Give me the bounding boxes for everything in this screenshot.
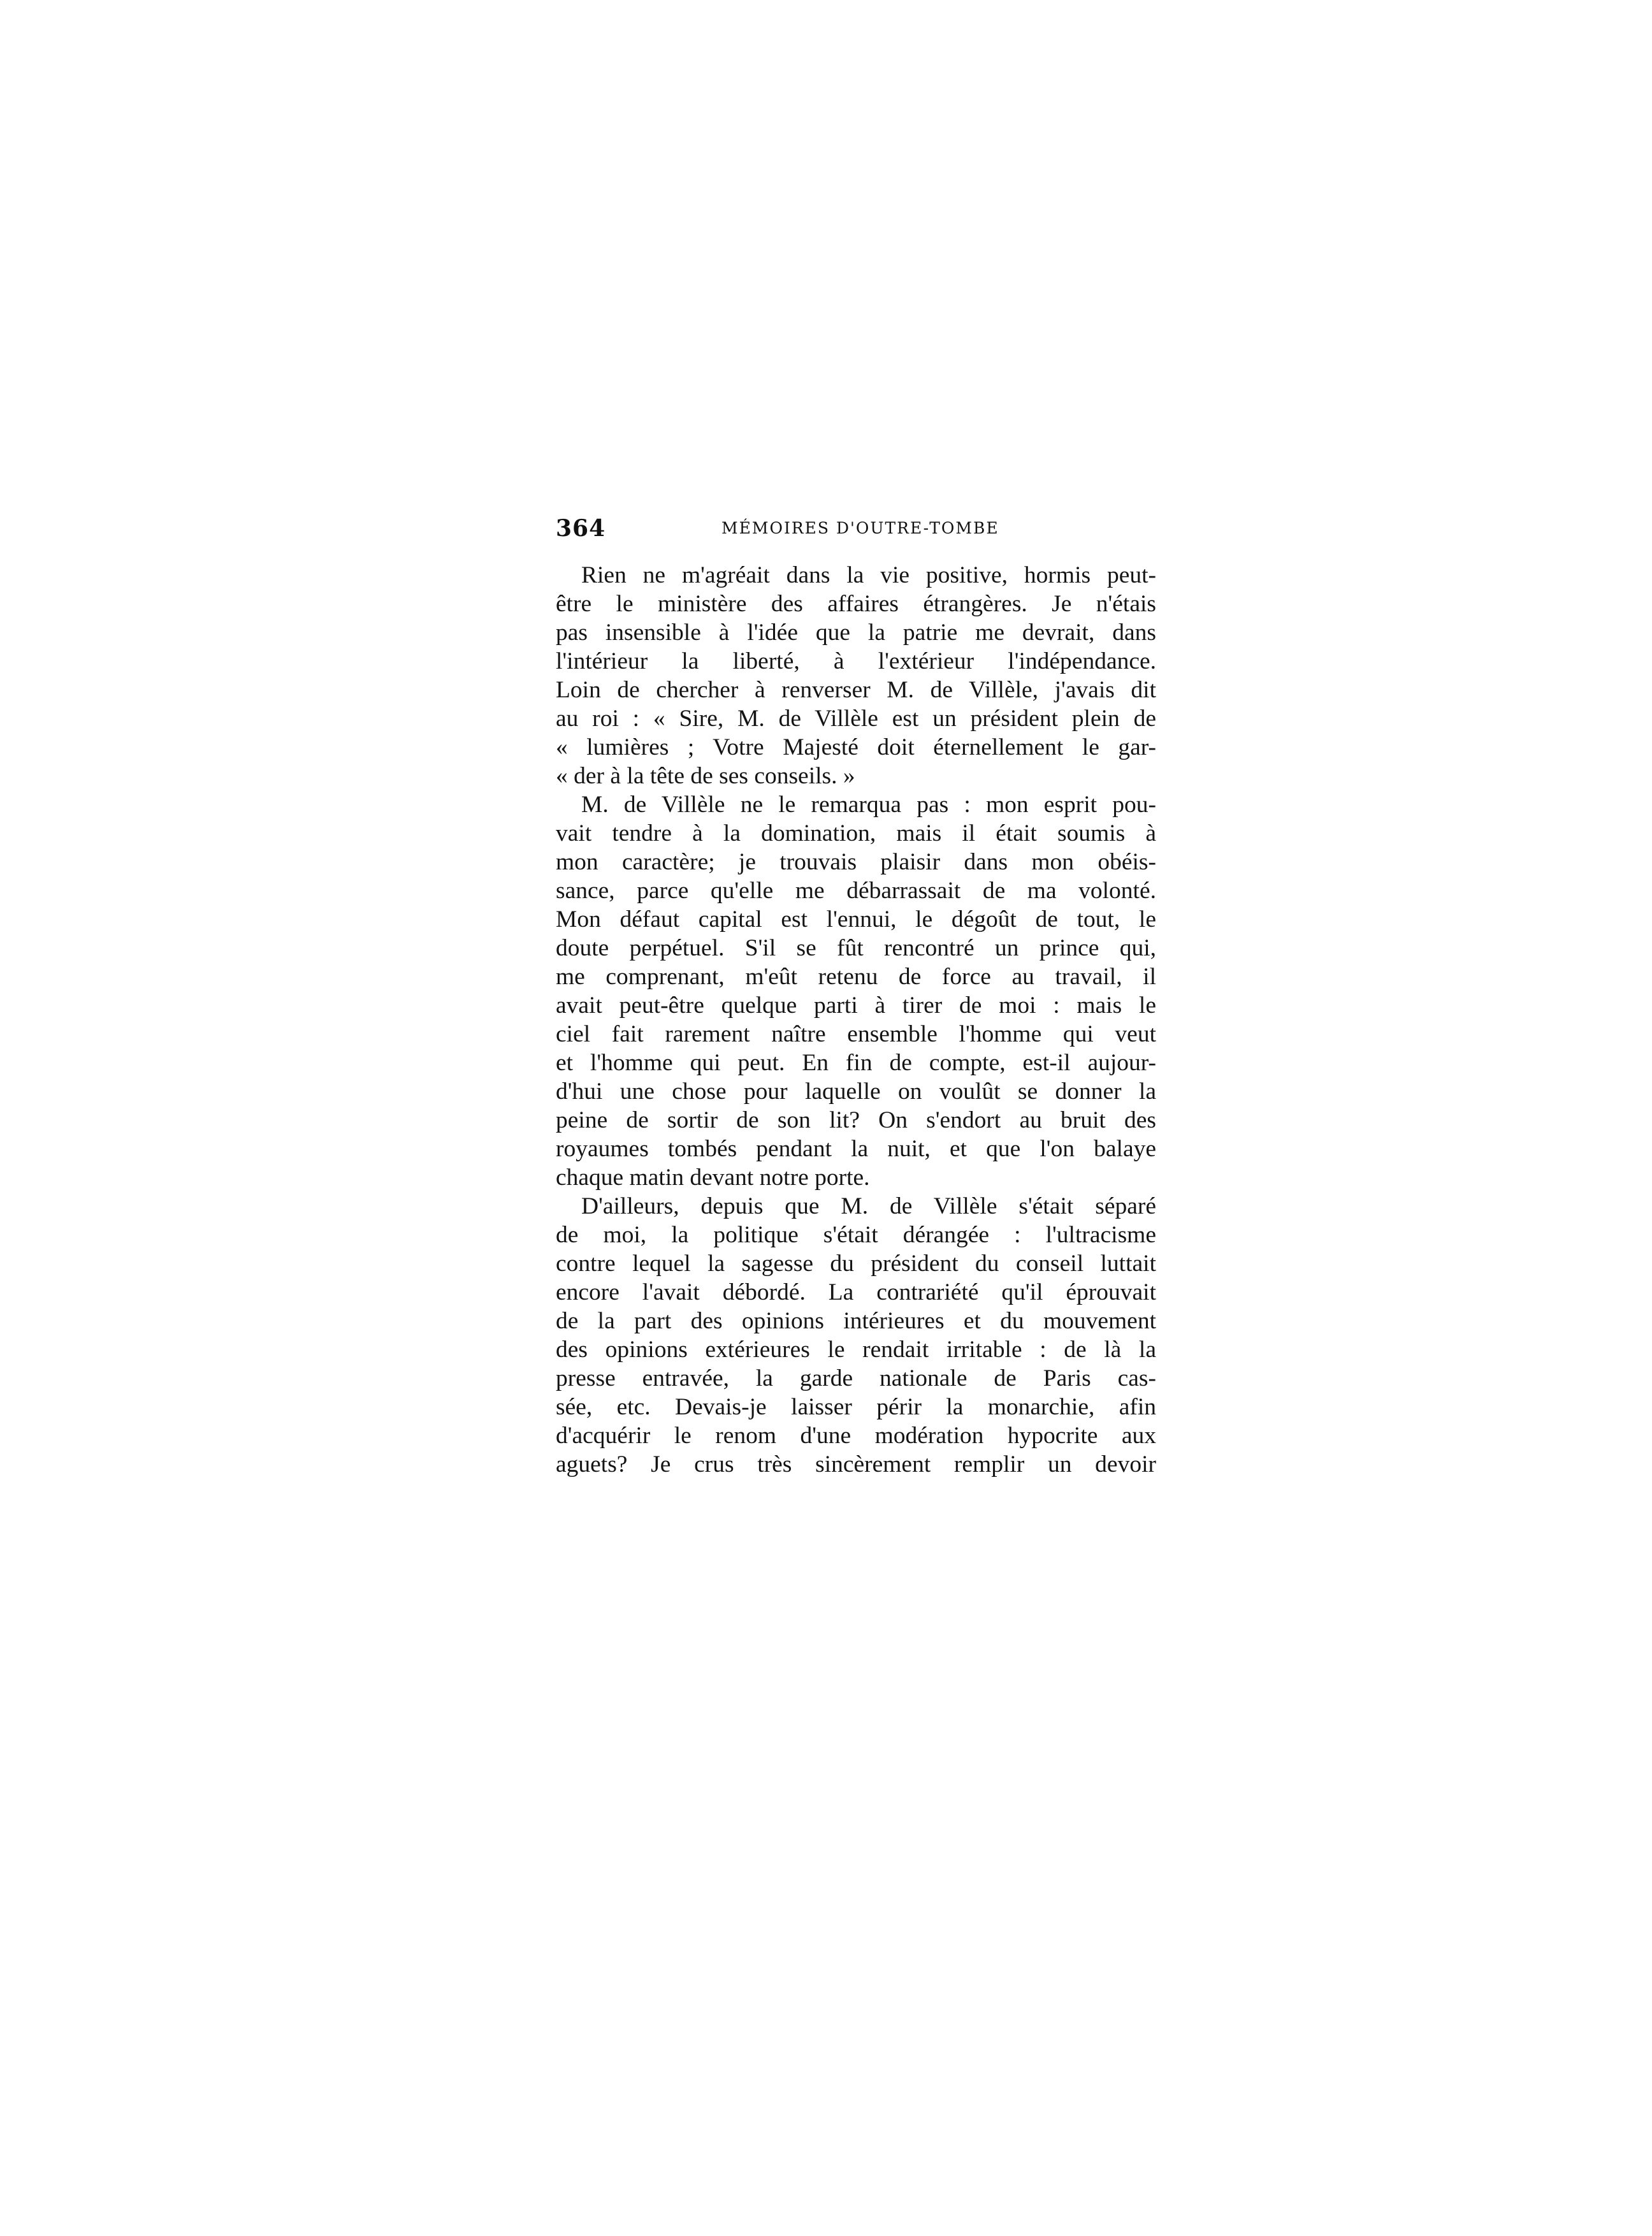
text-line: encore l'avait débordé. La contrariété qu'il éprouvait [556,1279,1156,1305]
text-line: sée, etc. Devais-je laisser périr la monarchie, afin [556,1394,1156,1420]
text-line: vait tendre à la domination, mais il était soumis à [556,820,1156,846]
text-line: d'acquérir le renom d'une modération hypocrite aux [556,1423,1156,1449]
text-line: au roi : « Sire, M. de Villèle est un président plein de [556,706,1156,732]
text-line: pas insensible à l'idée que la patrie me devrait, dans [556,620,1156,646]
text-line: Mon défaut capital est l'ennui, le dégoût de tout, le [556,906,1156,933]
text-line: royaumes tombés pendant la nuit, et que l'on balaye [556,1136,1156,1162]
text-line: presse entravée, la garde nationale de Paris cas- [556,1365,1156,1391]
text-line: l'intérieur la liberté, à l'extérieur l'indépendance. [556,648,1156,674]
page-header [556,515,1156,547]
text-line: chaque matin devant notre porte. [556,1165,870,1191]
text-line: peine de sortir de son lit? On s'endort au bruit des [556,1107,1156,1133]
text-line: mon caractère; je trouvais plaisir dans mon obéis- [556,849,1156,875]
text-line: de moi, la politique s'était dérangée : l'ultracisme [556,1222,1156,1248]
text-line: me comprenant, m'eût retenu de force au travail, il [556,964,1156,990]
text-line: avait peut-être quelque parti à tirer de moi : mais le [556,992,1156,1019]
text-line: sance, parce qu'elle me débarrassait de ma volonté. [556,878,1156,904]
paragraph-3 [556,1192,1156,1479]
text-line: de la part des opinions intérieures et du mouvement [556,1308,1156,1334]
text-line: D'ailleurs, depuis que M. de Villèle s'était séparé [581,1193,1156,1219]
text-line: Loin de chercher à renverser M. de Villèle, j'avais dit [556,677,1156,703]
page-number: 364 [556,515,606,542]
text-line: M. de Villèle ne le remarqua pas : mon esprit pou- [581,792,1156,818]
running-title: MÉMOIRES D'OUTRE-TOMBE [721,519,999,537]
paragraph-2 [556,790,1156,1192]
text-line: et l'homme qui peut. En fin de compte, est-il aujour- [556,1050,1156,1076]
text-line: être le ministère des affaires étrangères. Je n'étais [556,591,1156,617]
text-line: « lumières ; Votre Majesté doit éternellement le gar- [556,734,1156,760]
text-line: aguets? Je crus très sincèrement remplir un devoir [556,1451,1156,1477]
text-line: ciel fait rarement naître ensemble l'homme qui veut [556,1021,1156,1047]
text-line: des opinions extérieures le rendait irritable : de là la [556,1337,1156,1363]
paragraph-1 [556,561,1156,790]
body-text [556,561,1156,1479]
text-line: contre lequel la sagesse du président du conseil luttait [556,1251,1156,1277]
text-line: « der à la tête de ses conseils. » [556,763,855,789]
text-line: d'hui une chose pour laquelle on voulût se donner la [556,1078,1156,1105]
text-line: doute perpétuel. S'il se fût rencontré un prince qui, [556,935,1156,961]
text-line: Rien ne m'agréait dans la vie positive, hormis peut- [581,562,1156,588]
